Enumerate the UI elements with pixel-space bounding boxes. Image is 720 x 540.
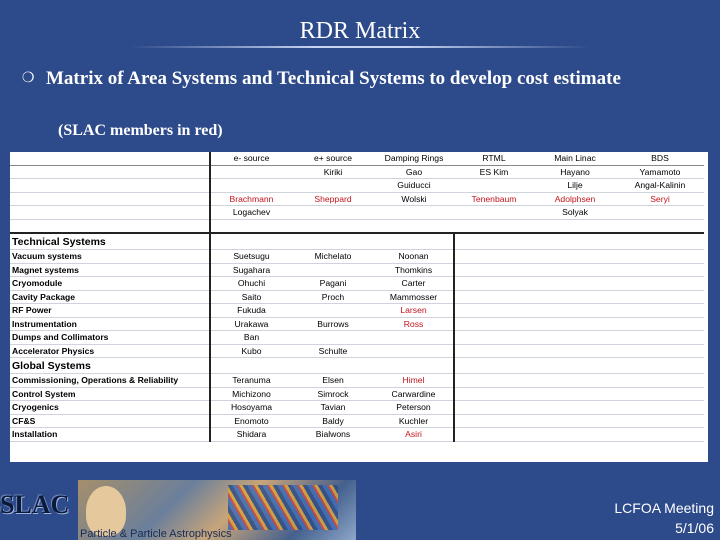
system-cell: Ban <box>210 331 292 345</box>
global-row <box>10 387 704 401</box>
system-name: Cavity Package <box>10 290 210 304</box>
system-empty-cell <box>454 428 534 442</box>
system-cell: Carter <box>374 277 454 291</box>
matrix-grid <box>10 152 704 442</box>
technical-row <box>10 344 704 358</box>
system-name: Control System <box>10 387 210 401</box>
system-empty-cell <box>534 374 616 388</box>
system-cell: Carwardine <box>374 387 454 401</box>
system-empty-cell <box>534 277 616 291</box>
area-header-cell: BDS <box>616 152 704 165</box>
area-cell <box>210 219 292 233</box>
system-empty-cell <box>534 331 616 345</box>
photo-caption: Particle & Particle Astrophysics <box>80 528 232 540</box>
system-cell: Urakawa <box>210 317 292 331</box>
system-empty-cell <box>454 401 534 415</box>
system-empty-cell <box>534 290 616 304</box>
system-cell: Tavian <box>292 401 374 415</box>
system-name: Accelerator Physics <box>10 344 210 358</box>
system-cell: Hosoyama <box>210 401 292 415</box>
area-cell <box>292 206 374 220</box>
system-cell: Baldy <box>292 414 374 428</box>
system-empty-cell <box>454 317 534 331</box>
section-empty-cell <box>534 358 616 374</box>
area-cell <box>616 206 704 220</box>
section-empty-cell <box>292 233 374 250</box>
system-empty-cell <box>616 304 704 318</box>
global-row <box>10 428 704 442</box>
area-header-cell: e+ source <box>292 152 374 165</box>
system-cell: Thomkins <box>374 263 454 277</box>
area-cell: Tenenbaum <box>454 192 534 206</box>
system-empty-cell <box>616 317 704 331</box>
area-row <box>10 206 704 220</box>
system-empty-cell <box>454 374 534 388</box>
system-cell: Enomoto <box>210 414 292 428</box>
system-name: Cryogenics <box>10 401 210 415</box>
system-cell: Ohuchi <box>210 277 292 291</box>
system-cell: Shidara <box>210 428 292 442</box>
footer-photo <box>78 480 356 540</box>
system-empty-cell <box>616 277 704 291</box>
area-row <box>10 219 704 233</box>
system-cell: Pagani <box>292 277 374 291</box>
area-cell: Hayano <box>534 165 616 179</box>
area-cell: Guiducci <box>374 179 454 193</box>
system-name: Dumps and Collimators <box>10 331 210 345</box>
section-empty-cell <box>454 233 534 250</box>
system-empty-cell <box>616 414 704 428</box>
area-row <box>10 192 704 206</box>
area-header-cell: e- source <box>210 152 292 165</box>
system-cell: Sugahara <box>210 263 292 277</box>
section-empty-cell <box>210 233 292 250</box>
system-cell <box>292 263 374 277</box>
area-cell: Wolski <box>374 192 454 206</box>
area-header-cell: Main Linac <box>534 152 616 165</box>
global-row <box>10 401 704 415</box>
area-header-row <box>10 152 704 165</box>
system-empty-cell <box>454 290 534 304</box>
area-row <box>10 179 704 193</box>
technical-row <box>10 304 704 318</box>
area-cell <box>210 179 292 193</box>
area-header-cell: Damping Rings <box>374 152 454 165</box>
system-name: Commissioning, Operations & Reliability <box>10 374 210 388</box>
system-cell: Suetsugu <box>210 250 292 264</box>
area-header-cell: RTML <box>454 152 534 165</box>
area-row-label <box>10 192 210 206</box>
area-row <box>10 165 704 179</box>
system-cell: Schulte <box>292 344 374 358</box>
technical-row <box>10 317 704 331</box>
system-empty-cell <box>616 250 704 264</box>
system-cell: Michelato <box>292 250 374 264</box>
system-name: CF&S <box>10 414 210 428</box>
system-empty-cell <box>616 374 704 388</box>
corner-cell <box>10 152 210 165</box>
system-name: Cryomodule <box>10 277 210 291</box>
system-cell: Larsen <box>374 304 454 318</box>
global-section-header <box>10 358 704 374</box>
technical-row <box>10 250 704 264</box>
area-cell: Brachmann <box>210 192 292 206</box>
system-cell: Teranuma <box>210 374 292 388</box>
area-row-label <box>10 219 210 233</box>
system-empty-cell <box>534 263 616 277</box>
area-cell: Lilje <box>534 179 616 193</box>
section-empty-cell <box>374 233 454 250</box>
area-cell: ES Kim <box>454 165 534 179</box>
system-cell: Saito <box>210 290 292 304</box>
system-empty-cell <box>454 331 534 345</box>
system-empty-cell <box>454 304 534 318</box>
system-cell: Asiri <box>374 428 454 442</box>
area-row-label <box>10 165 210 179</box>
system-empty-cell <box>616 263 704 277</box>
system-empty-cell <box>534 387 616 401</box>
system-cell: Himel <box>374 374 454 388</box>
area-cell: Logachev <box>210 206 292 220</box>
system-empty-cell <box>454 277 534 291</box>
technical-row <box>10 277 704 291</box>
slac-logo: SLAC <box>0 490 70 519</box>
area-row-label <box>10 179 210 193</box>
area-cell: Yamamoto <box>616 165 704 179</box>
system-name: Installation <box>10 428 210 442</box>
meeting-date: 5/1/06 <box>675 520 714 536</box>
system-empty-cell <box>616 331 704 345</box>
area-cell: Kiriki <box>292 165 374 179</box>
system-empty-cell <box>454 344 534 358</box>
section-empty-cell <box>616 233 704 250</box>
title-underline <box>130 46 590 48</box>
global-row <box>10 374 704 388</box>
system-empty-cell <box>534 250 616 264</box>
meeting-info <box>574 498 714 538</box>
technical-row <box>10 263 704 277</box>
system-empty-cell <box>616 290 704 304</box>
system-empty-cell <box>534 401 616 415</box>
technical-row <box>10 290 704 304</box>
system-cell <box>374 331 454 345</box>
area-cell: Gao <box>374 165 454 179</box>
bullet-circle-icon: ❍ <box>22 70 35 86</box>
system-cell: Fukuda <box>210 304 292 318</box>
system-cell: Kuchler <box>374 414 454 428</box>
system-empty-cell <box>616 387 704 401</box>
system-name: Instrumentation <box>10 317 210 331</box>
area-cell <box>616 219 704 233</box>
system-empty-cell <box>454 387 534 401</box>
system-empty-cell <box>616 428 704 442</box>
section-empty-cell <box>374 358 454 374</box>
system-empty-cell <box>616 401 704 415</box>
sub-text: (SLAC members in red) <box>58 122 223 139</box>
area-cell <box>374 219 454 233</box>
system-empty-cell <box>454 250 534 264</box>
system-cell: Kubo <box>210 344 292 358</box>
system-name: Magnet systems <box>10 263 210 277</box>
global-row <box>10 414 704 428</box>
system-cell <box>374 344 454 358</box>
system-cell: Simrock <box>292 387 374 401</box>
system-cell: Elsen <box>292 374 374 388</box>
area-cell <box>374 206 454 220</box>
system-empty-cell <box>534 414 616 428</box>
section-empty-cell <box>210 358 292 374</box>
area-cell <box>454 179 534 193</box>
area-cell <box>210 165 292 179</box>
area-cell: Seryi <box>616 192 704 206</box>
system-name: Vacuum systems <box>10 250 210 264</box>
system-cell <box>292 304 374 318</box>
rdr-matrix-table <box>10 152 708 462</box>
area-cell: Solyak <box>534 206 616 220</box>
technical-section-header <box>10 233 704 250</box>
system-empty-cell <box>534 428 616 442</box>
section-empty-cell <box>292 358 374 374</box>
area-cell <box>454 206 534 220</box>
system-empty-cell <box>534 304 616 318</box>
system-cell: Burrows <box>292 317 374 331</box>
technical-row <box>10 331 704 345</box>
area-cell: Angal-Kalinin <box>616 179 704 193</box>
photo-equipment-shape <box>228 485 338 530</box>
area-cell <box>292 179 374 193</box>
system-cell: Peterson <box>374 401 454 415</box>
system-empty-cell <box>534 317 616 331</box>
area-cell <box>292 219 374 233</box>
system-empty-cell <box>454 263 534 277</box>
section-empty-cell <box>454 358 534 374</box>
area-row-label <box>10 206 210 220</box>
system-empty-cell <box>534 344 616 358</box>
slide-title: RDR Matrix <box>299 18 421 44</box>
system-empty-cell <box>454 414 534 428</box>
system-cell: Noonan <box>374 250 454 264</box>
system-cell: Mammosser <box>374 290 454 304</box>
area-cell: Sheppard <box>292 192 374 206</box>
area-cell: Adolphsen <box>534 192 616 206</box>
system-cell <box>292 331 374 345</box>
meeting-name: LCFOA Meeting <box>614 500 714 516</box>
technical-section-label: Technical Systems <box>10 233 210 250</box>
system-empty-cell <box>616 344 704 358</box>
section-empty-cell <box>616 358 704 374</box>
section-empty-cell <box>534 233 616 250</box>
bullet-text: Matrix of Area Systems and Technical Systems to develop cost estimate <box>46 68 621 89</box>
system-cell: Michizono <box>210 387 292 401</box>
area-cell <box>454 219 534 233</box>
system-cell: Bialwons <box>292 428 374 442</box>
system-cell: Ross <box>374 317 454 331</box>
area-cell <box>534 219 616 233</box>
system-name: RF Power <box>10 304 210 318</box>
system-cell: Proch <box>292 290 374 304</box>
global-section-label: Global Systems <box>10 358 210 374</box>
